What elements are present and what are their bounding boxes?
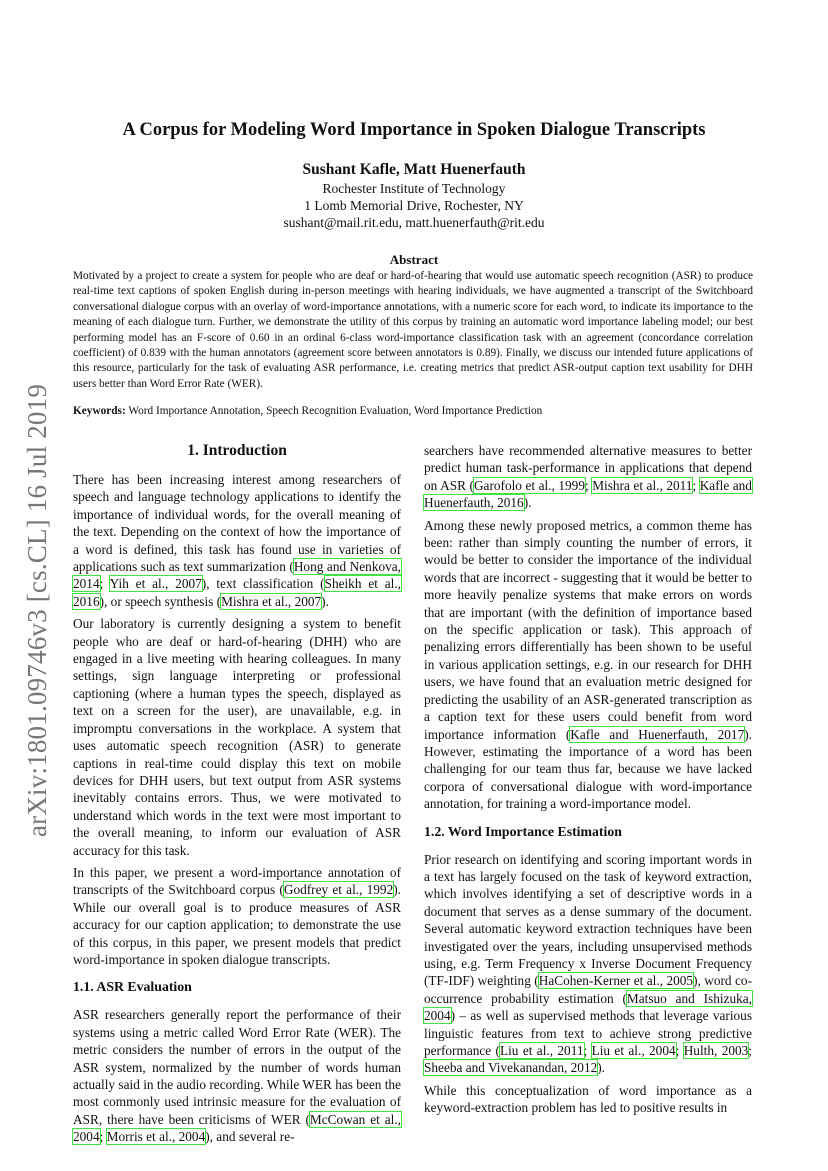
- subsection-heading: 1.1. ASR Evaluation: [73, 979, 192, 995]
- author-emails: sushant@mail.rit.edu, matt.huenerfauth@rit.edu: [283, 215, 545, 230]
- body-paragraph: While this conceptualization of word importance as a keyword-extraction problem has led to positive results in: [424, 1082, 752, 1116]
- body-paragraph: Among these newly proposed metrics, a common theme has been: rather than simply counting the number of errors, it would be better to consider the importance of the individual words that are incorrect - suggesting that it would be better to more heavily penalize systems that make errors on words that are important (with the definition of importance based on the specific application or task). This approach of penalizing errors differentially has been shown to be useful in various application settings, e.g. in our research for DHH users, we have found that an evaluation metric designed for predicting the usability of an ASR-generated transcription as a caption text for these users could benefit from word importance information (Kafle and Huenerfauth, 2017). However, estimating the importance of a word has been challenging for our team thus far, because we have lacked corpora of conversational dialogue with word-importance annotation, for training a word-importance model.: [424, 517, 752, 812]
- citation-link[interactable]: Hulth, 2003: [683, 1043, 749, 1058]
- citation-link[interactable]: Godfrey et al., 1992: [283, 882, 394, 898]
- citation-link[interactable]: Mishra et al., 2011: [592, 477, 693, 493]
- citation-link[interactable]: Kafle and Huenerfauth, 2016: [424, 477, 752, 511]
- citation-link[interactable]: HaCohen-Kerner et al., 2005: [538, 973, 694, 989]
- right-column: [424, 442, 753, 1116]
- citation-link[interactable]: Kafle and Huenerfauth, 2017: [570, 726, 745, 742]
- body-paragraph: Prior research on identifying and scoring important words in a text has largely focused on the task of keyword extraction, which involves identifying a set of descriptive words in a document that serves as a dense summary of the document. Several automatic keyword extraction techniques have been investigated over the years, including unsupervised methods using, e.g. Term Frequency x Inverse Document Frequency (TF-IDF) weighting (HaCohen-Kerner et al., 2005), word co-occurrence probability estimation (Matsuo and Ishizuka, 2004) – as well as supervised methods that leverage various linguistic features from text to achieve strong predictive performance (Liu et al., 2011; Liu et al., 2004; Hulth, 2003; Sheeba and Vivekanandan, 2012).: [424, 851, 753, 1076]
- affiliation-address: 1 Lomb Memorial Drive, Rochester, NY: [304, 198, 524, 213]
- body-paragraph: searchers have recommended alternative measures to better predict human task-performance in applications that depend on ASR (Garofolo et al., 1999; Mishra et al., 2011; Kafle and Huenerfauth, 2016).: [424, 443, 752, 511]
- body-paragraph: ASR researchers generally report the performance of their systems using a metric called Word Error Rate (WER). The metric considers the number of errors in the output of the ASR system, normalized by the number of words human actually said in the audio recording. While WER has been the most commonly used intrinsic measure for the evaluation of ASR, there have been criticisms of WER (McCowan et al., 2004; Morris et al., 2004), and several re-: [73, 1007, 401, 1145]
- citation-link[interactable]: Sheeba and Vivekanandan, 2012: [424, 1060, 598, 1076]
- citation-link[interactable]: Liu et al., 2004: [591, 1043, 676, 1058]
- citation-link[interactable]: Mishra et al., 2007: [221, 593, 322, 609]
- body-paragraph: In this paper, we present a word-importance annotation of transcripts of the Switchboard corpus (Godfrey et al., 1992). While our overall goal is to produce measures of ASR accuracy for our caption application; to demonstrate the use of this corpus, in this paper, we present models that predict word-importance in spoken dialogue transcripts.: [73, 864, 401, 967]
- arxiv-identifier: [18, 375, 58, 845]
- citation-link[interactable]: Liu et al., 2011: [499, 1043, 584, 1058]
- keywords-line: [73, 405, 753, 417]
- citation-link[interactable]: Hong and Nenkova, 2014: [73, 559, 401, 592]
- left-column: [73, 440, 401, 1145]
- citation-link[interactable]: Yih et al., 2007: [109, 576, 202, 592]
- arxiv-id-text: arXiv:1801.09746v3 [cs.CL] 16 Jul 2019: [22, 383, 53, 837]
- section-heading: 1. Introduction: [187, 442, 287, 459]
- citation-link[interactable]: Matsuo and Ishizuka, 2004: [424, 990, 752, 1024]
- body-paragraph: There has been increasing interest among researchers of speech and language technology applications to identify the importance of individual words, for the overall meaning of the text. Depending on the context of how the importance of a word is defined, this task has found use in varieties of applications such as text summarization (Hong and Nenkova, 2014; Yih et al., 2007), text classification (Sheikh et al., 2016), or speech synthesis (Mishra et al., 2007).: [73, 472, 401, 609]
- keywords-label: Keywords:: [73, 405, 126, 417]
- citation-link[interactable]: Morris et al., 2004: [106, 1129, 206, 1145]
- subsection-heading: 1.2. Word Importance Estimation: [424, 823, 622, 839]
- paper-title: A Corpus for Modeling Word Importance in Spoken Dialogue Transcripts: [122, 120, 706, 140]
- abstract-text: Motivated by a project to create a system for people who are deaf or hard-of-hearing that would use automatic speech recognition (ASR) to produce real-time text captions of spoken English during in-person meetings with hearing individuals, we have augmented a transcript of the Switchboard conversational dialogue corpus with an overlay of word-importance annotations, with a numeric score for each word, to indicate its importance to the meaning of each dialogue turn. Further, we demonstrate the utility of this corpus by training an automatic word importance labeling model; our best performing model has an F-score of 0.60 in an ordinal 6-class word-importance classification task with an agreement (concordance correlation coefficient) of 0.839 with the human annotators (agreement score between annotators is 0.89). Finally, we discuss our intended future applications of this resource, particularly for the task of evaluating ASR performance, i.e. creating metrics that predict ASR-output caption text usability for DHH users better than Word Error Rate (WER).: [73, 270, 753, 390]
- abstract-heading: Abstract: [389, 252, 439, 267]
- body-paragraph: Our laboratory is currently designing a system to benefit people who are deaf or hard-of-hearing (DHH) who are engaged in a live meeting with hearing colleagues. In many settings, sign language interpreting or professional captioning (where a human types the speech, displayed as text on a screen for the user), are unavailable, e.g. in impromptu conversations in the workplace. A system that uses automatic speech recognition (ASR) to generate captions in real-time could display this text on mobile devices for DHH users, but text output from ASR systems inevitably contains errors. Thus, we were motivated to understand which words in the text were most important to the overall meaning, to inform our evaluation of ASR accuracy for this task.: [73, 616, 401, 858]
- author-names: Sushant Kafle, Matt Huenerfauth: [302, 161, 526, 178]
- keywords-text: Word Importance Annotation, Speech Recognition Evaluation, Word Importance Prediction: [128, 405, 543, 417]
- citation-link[interactable]: Sheikh et al., 2016: [73, 576, 401, 609]
- citation-link[interactable]: Garofolo et al., 1999: [473, 477, 585, 493]
- affiliation-institution: Rochester Institute of Technology: [322, 181, 506, 196]
- citation-link[interactable]: McCowan et al., 2004: [73, 1111, 401, 1145]
